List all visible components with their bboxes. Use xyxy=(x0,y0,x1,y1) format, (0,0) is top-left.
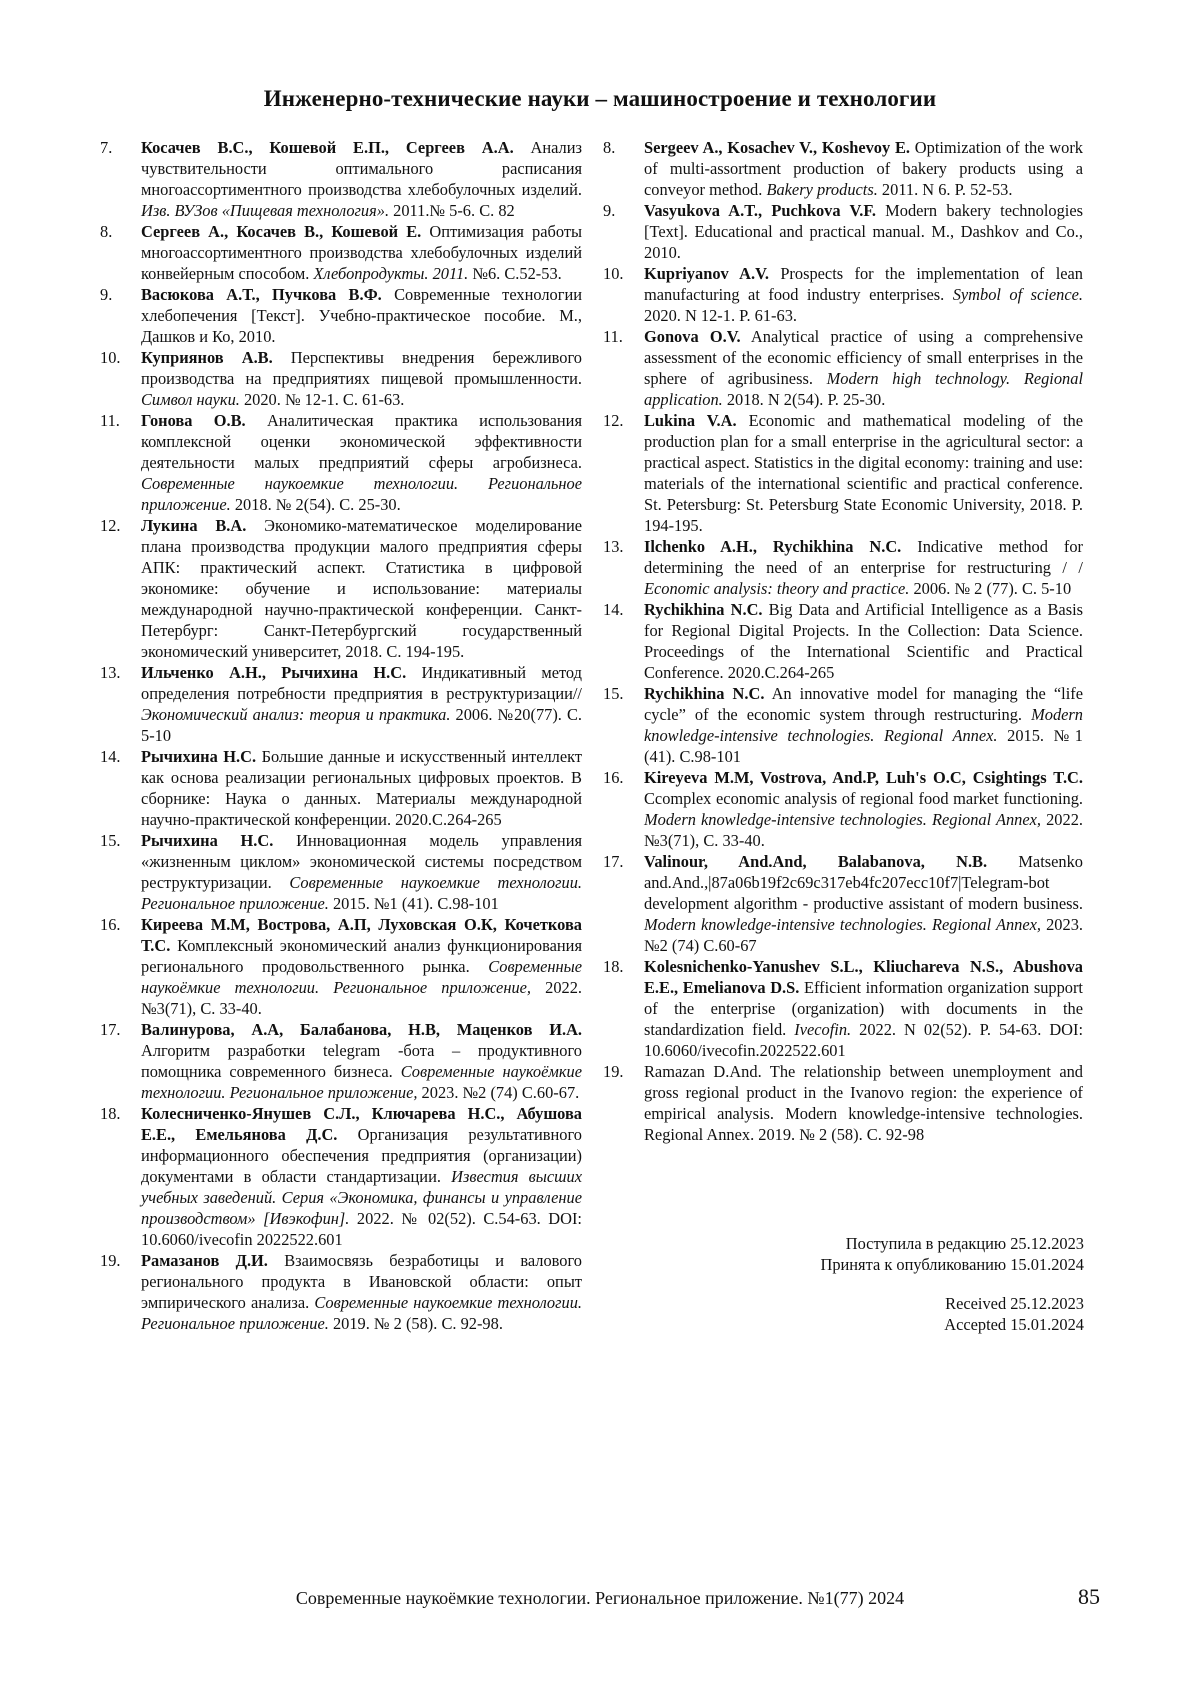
reference-text: Аналитическая практика использования комплексной оценки экономической эффективности деятельности малых предприятий сферы агробизнеса. xyxy=(141,411,582,472)
reference-number: 14. xyxy=(100,747,121,766)
reference-details: 2022. №3(71), С. 33-40. xyxy=(141,978,582,1018)
reference-item xyxy=(603,536,1083,599)
reference-authors: Сергеев А., Косачев В., Кошевой Е. xyxy=(141,222,422,241)
references-english xyxy=(603,137,1083,1145)
reference-text: Economic and mathematical modeling of the production plan for a small enterprise in the agricultural sector: a practical aspect. Statistics in the digital economy: training and use: materials of the international scientific and practical conference. St. Petersburg: St. Petersburg State Economic University, 2018. P. 194-195. xyxy=(644,411,1083,535)
reference-details: 2023. №2 (74) C.60-67 xyxy=(644,915,1083,955)
reference-details: 2015. №1 (41). С.98-101 xyxy=(328,894,499,913)
accepted-date-ru: Принята к опубликованию 15.01.2024 xyxy=(820,1255,1084,1274)
reference-source: Современные наукоемкие технологии. Региональное приложение. xyxy=(141,474,582,514)
reference-text: Комплексный экономический анализ функционирования регионального продовольственного рынка. xyxy=(141,936,582,976)
reference-text: Analytical practice of using a comprehensive assessment of the economic efficiency of small enterprises in the sphere of agribusiness. xyxy=(644,327,1083,388)
reference-source: Economic analysis: theory and practice. xyxy=(644,579,910,598)
reference-source: Modern high technology. Regional application. xyxy=(644,369,1083,409)
reference-text: Большие данные и искусственный интеллект как основа реализации региональных цифровых проектов. В сборнике: Наука о данных. Материалы международной научно-практической конференции. 2020.С.264-265 xyxy=(141,747,583,829)
reference-source: Хлебопродукты. 2011. xyxy=(313,264,469,283)
reference-number: 19. xyxy=(100,1251,121,1270)
reference-authors: Valinour, And.And, Balabanova, N.B. xyxy=(644,852,988,871)
reference-number: 18. xyxy=(100,1104,121,1123)
reference-item xyxy=(100,662,582,746)
reference-authors: Рычихина Н.С. xyxy=(141,831,274,850)
reference-number: 15. xyxy=(603,684,624,703)
reference-authors: Rychikhina N.C. xyxy=(644,600,763,619)
reference-text: Перспективы внедрения бережливого производства на предприятиях пищевой промышленности. xyxy=(141,348,583,388)
reference-number: 12. xyxy=(100,516,121,535)
reference-item xyxy=(603,956,1083,1061)
reference-details: 2015. №1 (41). C.98-101 xyxy=(644,726,1083,766)
reference-source: Символ науки. xyxy=(141,390,240,409)
accepted-date-en: Accepted 15.01.2024 xyxy=(944,1315,1084,1334)
reference-text: Big Data and Artificial Intelligence as a Basis for Regional Digital Projects. In the Collection: Data Science. Proceedings of the International Scientific and Practical Conference. 2020.C.264-265 xyxy=(644,600,1084,682)
reference-text: Ccomplex economic analysis of regional food market functioning. xyxy=(644,789,1083,808)
page-number: 85 xyxy=(1078,1584,1100,1609)
reference-source: Современные наукоёмкие технологии. Региональное приложение, xyxy=(141,957,582,997)
reference-source: Изв. ВУЗов «Пищевая технология». xyxy=(141,201,390,220)
reference-number: 18. xyxy=(603,957,624,976)
reference-item xyxy=(100,515,582,662)
reference-source: Ivecofin. xyxy=(794,1020,852,1039)
reference-number: 8. xyxy=(603,138,616,157)
reference-authors: Sergeev A., Kosachev V., Koshevoy E. xyxy=(644,138,910,157)
reference-text: Indicative method for determining the need of an enterprise for restructuring / / xyxy=(644,537,1083,577)
reference-authors: Рамазанов Д.И. xyxy=(141,1251,268,1270)
received-date-ru: Поступила в редакцию 25.12.2023 xyxy=(845,1234,1084,1253)
reference-number: 13. xyxy=(100,663,121,682)
reference-source: Modern knowledge-intensive technologies. Regional Annex, xyxy=(644,915,1041,934)
reference-authors: Куприянов А.В. xyxy=(141,348,273,367)
reference-text: Modern bakery technologies [Text]. Educational and practical manual. M., Dashkov and Co., 2010. xyxy=(644,201,1083,262)
reference-item xyxy=(603,599,1083,683)
reference-number: 15. xyxy=(100,831,121,850)
reference-source: Экономический анализ: теория и практика. xyxy=(141,705,451,724)
reference-number: 13. xyxy=(603,537,624,556)
reference-item xyxy=(100,830,582,914)
reference-details: 2006. №20(77). С. 5-10 xyxy=(141,705,583,745)
reference-number: 9. xyxy=(603,201,616,220)
reference-details: 2011.№ 5-6. С. 82 xyxy=(389,201,515,220)
reference-item xyxy=(100,1019,582,1103)
reference-number: 16. xyxy=(603,768,624,787)
reference-item xyxy=(603,767,1083,851)
running-header: Инженерно-технические науки – машиностроение и технологии xyxy=(263,86,937,111)
reference-text: Matsenko and.And.,|87a06b19f2c69c317eb4fc207ecc10f7|Telegram-bot development algorithm - productive assistant of modern business. xyxy=(644,852,1083,913)
reference-item xyxy=(100,746,582,830)
reference-number: 12. xyxy=(603,411,624,430)
reference-item xyxy=(603,137,1083,200)
reference-text: Взаимосвязь безработицы и валового регионального продукта в Ивановской области: опыт эмпирического анализа. xyxy=(141,1251,582,1312)
reference-number: 11. xyxy=(100,411,120,430)
reference-number: 14. xyxy=(603,600,624,619)
reference-number: 16. xyxy=(100,915,121,934)
reference-text: Prospects for the implementation of lean manufacturing at food industry enterprises. xyxy=(644,264,1083,304)
reference-authors: Лукина В.А. xyxy=(141,516,247,535)
reference-details: 2023. №2 (74) С.60-67. xyxy=(417,1083,580,1102)
reference-source: Modern knowledge-intensive technologies. Regional Annex. xyxy=(644,705,1083,745)
reference-item xyxy=(100,1250,582,1334)
reference-details: 2022. №3(71), C. 33-40. xyxy=(644,810,1083,850)
reference-authors: Kupriyanov A.V. xyxy=(644,264,769,283)
reference-item xyxy=(100,221,582,284)
reference-number: 11. xyxy=(603,327,623,346)
journal-footer: Современные наукоёмкие технологии. Региональное приложение. №1(77) 2024 xyxy=(295,1588,905,1608)
reference-item xyxy=(603,263,1083,326)
reference-authors: Ilchenko A.H., Rychikhina N.C. xyxy=(644,537,902,556)
reference-authors: Rychikhina N.C. xyxy=(644,684,765,703)
reference-item xyxy=(100,914,582,1019)
reference-text: Индикативный метод определения потребности предприятия в реструктуризации// xyxy=(141,663,582,703)
reference-authors: Гонова О.В. xyxy=(141,411,246,430)
reference-number: 10. xyxy=(603,264,624,283)
reference-authors: Валинурова, А.А, Балабанова, Н.В, Маценков И.А. xyxy=(141,1020,582,1039)
reference-item xyxy=(603,200,1083,263)
reference-source: Современные наукоемкие технологии. Региональное приложение. xyxy=(141,873,582,913)
reference-item xyxy=(603,851,1083,956)
reference-text: Efficient information organization support of the enterprise (organization) with documents in the standardization field. xyxy=(644,978,1083,1039)
reference-item xyxy=(100,347,582,410)
reference-authors: Васюкова А.Т., Пучкова В.Ф. xyxy=(141,285,382,304)
reference-item xyxy=(603,683,1083,767)
reference-number: 19. xyxy=(603,1062,624,1081)
reference-details: 2020. N 12-1. P. 61-63. xyxy=(644,306,797,325)
reference-text: Анализ чувствительности оптимального расписания многоассортиментного производства хлебобулочных изделий. xyxy=(141,138,582,199)
reference-authors: Ильченко А.Н., Рычихина Н.С. xyxy=(141,663,407,682)
reference-authors: Kireyeva M.M, Vostrova, And.P, Luh's O.C, Csightings T.C. xyxy=(644,768,1083,787)
reference-source: Bakery products. xyxy=(766,180,878,199)
reference-authors: Рычихина Н.С. xyxy=(141,747,257,766)
reference-source: Современные наукоёмкие технологии. Региональное приложение, xyxy=(141,1062,582,1102)
reference-details: 2006. № 2 (77). C. 5-10 xyxy=(909,579,1072,598)
reference-item xyxy=(100,410,582,515)
reference-text: Алгоритм разработки telegram -бота – продуктивного помощника современного бизнеса. xyxy=(141,1041,582,1081)
reference-text: Оптимизация работы многоассортиментного производства хлебобулочных изделий конвейерным способом. xyxy=(141,222,582,283)
reference-text: Optimization of the work of multi-assortment production of bakery products using a conveyor method. xyxy=(644,138,1083,199)
reference-details: №6. С.52-53. xyxy=(468,264,562,283)
reference-item xyxy=(603,410,1083,536)
reference-number: 8. xyxy=(100,222,113,241)
reference-authors: Косачев В.С., Кошевой Е.П., Сергеев А.А. xyxy=(141,138,514,157)
submission-dates-russian xyxy=(820,1233,1084,1275)
reference-source: Современные наукоемкие технологии. Региональное приложение. xyxy=(141,1293,582,1333)
reference-details: 2020. № 12-1. С. 61-63. xyxy=(239,390,405,409)
reference-text: Ramazan D.And. The relationship between unemployment and gross regional product in the Ivanovo region: the experience of empirical analysis. Modern knowledge-intensive technologies. Regional Annex. 2019. № 2 (58). C. 92-98 xyxy=(644,1062,1083,1144)
reference-number: 7. xyxy=(100,138,113,157)
reference-authors: Колесниченко-Янушев С.Л., Ключарева Н.С., Абушова Е.Е., Емельянова Д.С. xyxy=(141,1104,582,1144)
reference-text: Инновационная модель управления «жизненным циклом» экономической системы посредством реструктуризации. xyxy=(141,831,583,892)
reference-item xyxy=(603,326,1083,410)
reference-number: 17. xyxy=(603,852,624,871)
reference-details: 2011. N 6. P. 52-53. xyxy=(877,180,1013,199)
reference-details: 2018. № 2(54). С. 25-30. xyxy=(230,495,401,514)
reference-item xyxy=(100,1103,582,1250)
reference-text: An innovative model for managing the “life cycle” of the economic system through restructuring. xyxy=(644,684,1083,724)
reference-source: Symbol of science. xyxy=(952,285,1083,304)
reference-text: Организация результативного информационного обеспечения предприятия (организации) документами в области стандартизации. xyxy=(141,1125,582,1186)
reference-text: Экономико-математическое моделирование плана производства продукции малого предприятия сферы АПК: практический аспект. Статистика в цифровой экономике: обучение и использование: материалы международной научно-практической конференции. Санкт-Петербург: Санкт-Петербургский государственный экономический университет, 2018. С. 194-195. xyxy=(141,516,583,661)
reference-text: Современные технологии хлебопечения [Текст]. Учебно-практическое пособие. М., Дашков и Ко, 2010. xyxy=(141,285,582,346)
reference-number: 17. xyxy=(100,1020,121,1039)
submission-dates-english xyxy=(944,1293,1084,1335)
reference-details: 2018. N 2(54). P. 25-30. xyxy=(722,390,886,409)
reference-details: 2019. № 2 (58). С. 92-98. xyxy=(328,1314,503,1333)
reference-source: Modern knowledge-intensive technologies. Regional Annex, xyxy=(644,810,1041,829)
received-date-en: Received 25.12.2023 xyxy=(945,1294,1084,1313)
reference-number: 10. xyxy=(100,348,121,367)
reference-details: 2022. № 02(52). С.54-63. DOI: 10.6060/ivecofin 2022522.601 xyxy=(141,1209,582,1249)
reference-authors: Киреева М.М, Вострова, А.П, Луховская О.К, Кочеткова Т.С. xyxy=(141,915,582,955)
reference-source: Известия высших учебных заведений. Серия «Экономика, финансы и управление производством» [Ивэкофин]. xyxy=(141,1167,582,1228)
reference-item xyxy=(603,1061,1083,1145)
reference-number: 9. xyxy=(100,285,113,304)
references-russian xyxy=(100,137,582,1334)
reference-item xyxy=(100,137,582,221)
reference-item xyxy=(100,284,582,347)
reference-authors: Vasyukova A.T., Puchkova V.F. xyxy=(644,201,876,220)
reference-details: 2022. N 02(52). P. 54-63. DOI: 10.6060/ivecofin.2022522.601 xyxy=(644,1020,1083,1060)
reference-authors: Lukina V.A. xyxy=(644,411,737,430)
reference-authors: Kolesnichenko-Yanushev S.L., Kliuchareva N.S., Abushova E.E., Emelianova D.S. xyxy=(644,957,1083,997)
reference-authors: Gonova O.V. xyxy=(644,327,741,346)
